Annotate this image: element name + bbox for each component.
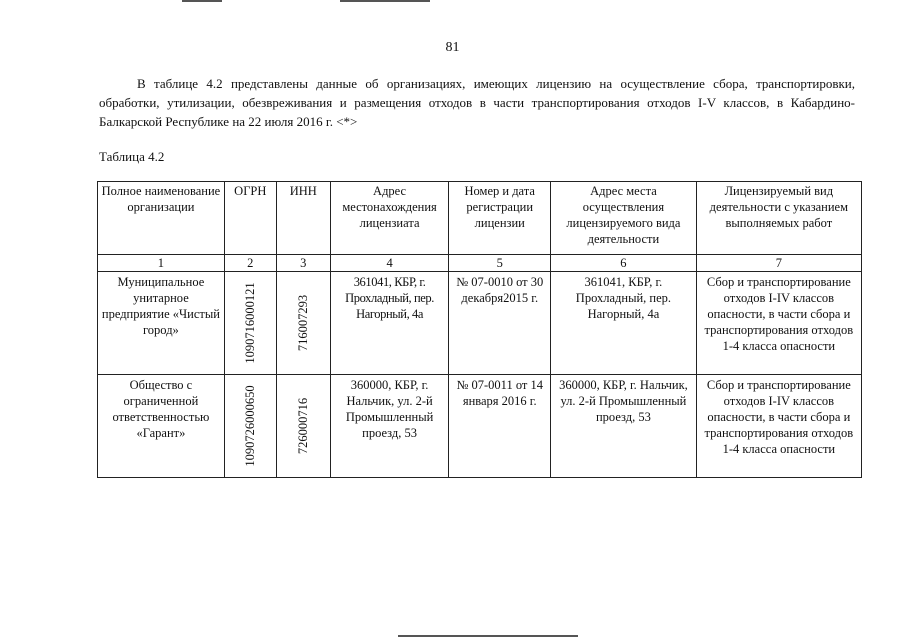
scan-artifact-top-left [182, 0, 222, 2]
ogrn-cell [224, 375, 276, 478]
scan-artifact-bottom [398, 635, 578, 637]
licenses-table [97, 181, 862, 478]
license-cell: № 07-0011 от 14 января 2016 г. [449, 375, 551, 478]
org-name-cell: Общество с ограниченной ответственностью «Гарант» [98, 375, 225, 478]
scan-artifact-top-center [340, 0, 430, 2]
header-inn: ИНН [276, 182, 330, 255]
activity-cell: Сбор и транспортирование отходов I-IV классов опасности, в части сбора и транспортирования отходов 1-4 класса опасности [696, 375, 861, 478]
table-caption: Таблица 4.2 [99, 149, 165, 164]
page-number: 81 [445, 40, 460, 55]
header-ogrn: ОГРН [224, 182, 276, 255]
header-activity: Лицензируемый вид деятельности с указанием выполняемых работ [696, 182, 861, 255]
column-number: 6 [551, 255, 697, 272]
column-number: 1 [98, 255, 225, 272]
ogrn-cell [224, 272, 276, 375]
header-full-name: Полное наименование организации [98, 182, 225, 255]
column-number: 7 [696, 255, 861, 272]
table-row [98, 375, 862, 478]
column-number: 2 [224, 255, 276, 272]
table-row [98, 272, 862, 375]
table-header-row [98, 182, 862, 255]
header-license: Номер и дата регистрации лицензии [449, 182, 551, 255]
inn-cell [276, 272, 330, 375]
column-number-row [98, 255, 862, 272]
address-cell: 361041, КБР, г. Прохладный, пер. Нагорный, 4а [330, 272, 448, 375]
header-address: Адрес местонахождения лицензиата [330, 182, 448, 255]
ogrn-value: 1090726000650 [243, 385, 258, 467]
activity-cell: Сбор и транспортирование отходов I-IV классов опасности, в части сбора и транспортирования отходов 1-4 класса опасности [696, 272, 861, 375]
inn-value: 726000716 [296, 397, 311, 455]
activity-address-cell: 360000, КБР, г. Нальчик, ул. 2-й Промышленный проезд, 53 [551, 375, 697, 478]
column-number: 3 [276, 255, 330, 272]
column-number: 4 [330, 255, 448, 272]
license-cell: № 07-0010 от 30 декабря2015 г. [449, 272, 551, 375]
header-activity-address: Адрес места осуществления лицензируемого вида деятельности [551, 182, 697, 255]
org-name-cell: Муниципальное унитарное предприятие «Чистый город» [98, 272, 225, 375]
address-cell: 360000, КБР, г. Нальчик, ул. 2-й Промышленный проезд, 53 [330, 375, 448, 478]
intro-paragraph: В таблице 4.2 представлены данные об организациях, имеющих лицензию на осуществление сбора, транспортировки, обработки, утилизации, обезвреживания и размещения отходов в части транспортирования отходов I-V классов, в Кабардино-Балкарской Республике на 22 июля 2016 г. <*> [99, 76, 855, 129]
ogrn-value: 1090716000121 [243, 282, 258, 364]
column-number: 5 [449, 255, 551, 272]
inn-cell [276, 375, 330, 478]
inn-value: 716007293 [296, 294, 311, 352]
activity-address-cell: 361041, КБР, г. Прохладный, пер. Нагорный, 4а [551, 272, 697, 375]
